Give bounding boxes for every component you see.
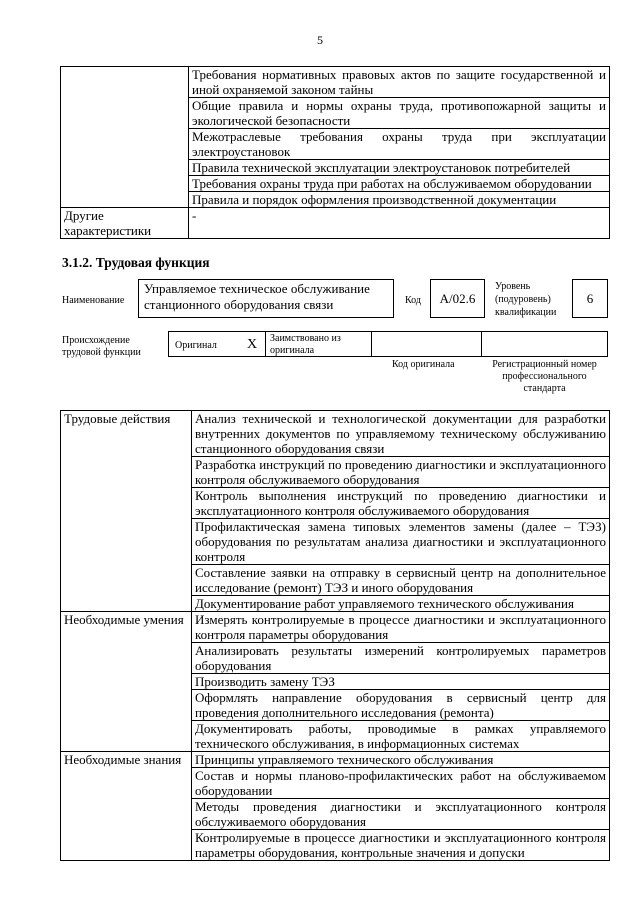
table-cell: - — [189, 208, 610, 239]
labor-actions-label: Трудовые действия — [61, 411, 192, 612]
divider — [481, 332, 482, 356]
section-title: 3.1.2. Трудовая функция — [62, 255, 210, 270]
other-characteristics-label: Другие характеристики — [61, 208, 189, 239]
table-cell: Правила и порядок оформления производственной документации — [189, 192, 610, 208]
table-cell: Требования охраны труда при работах на обслуживаемом оборудовании — [189, 176, 610, 192]
table-cell: Межотраслевые требования охраны труда при эксплуатации электроустановок — [189, 129, 610, 160]
level-label: Уровень (подуровень) квалификации — [495, 281, 557, 318]
table-cell: Измерять контролируемые в процессе диагностики и эксплуатационного контроля параметры оборудования — [192, 612, 610, 643]
table-cell: Общие правила и нормы охраны труда, противопожарной защиты и экологической безопасности — [189, 98, 610, 129]
table-cell: Разработка инструкций по проведению диагностики и эксплуатационного контроля обслуживаемого оборудования — [192, 457, 610, 488]
table-cell: Методы проведения диагностики и эксплуатационного контроля обслуживаемого оборудования — [192, 799, 610, 830]
table-cell: Анализировать результаты измерений контролируемых параметров оборудования — [192, 643, 610, 674]
borrowed-label: Заимствовано из оригинала — [270, 333, 341, 356]
table-cell: Состав и нормы планово-профилактических работ на обслуживаемом оборудовании — [192, 768, 610, 799]
divider — [265, 332, 266, 356]
required-skills-label: Необходимые умения — [61, 612, 192, 752]
table-cell: Требования нормативных правовых актов по защите государственной и иной охраняемой законом тайны — [189, 67, 610, 98]
table-cell: Составление заявки на отправку в сервисный центр на дополнительное исследование (ремонт) ТЭЗ и иного оборудования — [192, 565, 610, 596]
table-cell: Документировать работы, проводимые в рамках управляемого технического обслуживания, в информационных системах — [192, 721, 610, 752]
main-table — [60, 410, 610, 861]
name-label: Наименование — [62, 295, 125, 306]
table-cell: Принципы управляемого технического обслуживания — [192, 752, 610, 768]
table-cell: Контроль выполнения инструкций по проведению диагностики и эксплуатационного контроля обслуживаемого оборудования — [192, 488, 610, 519]
registration-caption: Регистрационный номер профессионального стандарта — [492, 359, 597, 394]
qualification-level: 6 — [572, 279, 608, 318]
origin-label: Происхождение трудовой функции — [62, 335, 141, 358]
table-cell: Анализ технической и технологической документации для разработки внутренних документов по управляемому техническому обслуживанию станционного оборудования связи — [192, 411, 610, 457]
original-label: Оригинал — [175, 340, 217, 351]
required-knowledge-label: Необходимые знания — [61, 752, 192, 861]
function-code: А/02.6 — [430, 279, 485, 318]
top-table-label — [61, 67, 189, 208]
table-cell: Контролируемые в процессе диагностики и эксплуатационного контроля параметры оборудования, контрольные значения и допуски — [192, 830, 610, 861]
function-name: Управляемое техническое обслуживание станционного оборудования связи — [138, 279, 394, 318]
origin-row — [168, 331, 608, 357]
table-cell: Оформлять направление оборудования в сервисный центр для проведения дополнительного исследования (ремонта) — [192, 690, 610, 721]
table-cell: Производить замену ТЭЗ — [192, 674, 610, 690]
table-cell: Документирование работ управляемого технического обслуживания — [192, 596, 610, 612]
table-cell: Правила технической эксплуатации электроустановок потребителей — [189, 160, 610, 176]
divider — [371, 332, 372, 356]
original-mark: X — [247, 337, 258, 352]
table-cell: Профилактическая замена типовых элементов замены (далее – ТЭЗ) оборудования по результатам анализа диагностики и эксплуатационного контроля — [192, 519, 610, 565]
code-label: Код — [405, 295, 421, 306]
top-table — [60, 66, 610, 239]
code-original-caption: Код оригинала — [392, 359, 455, 370]
page-number: 5 — [317, 33, 323, 47]
